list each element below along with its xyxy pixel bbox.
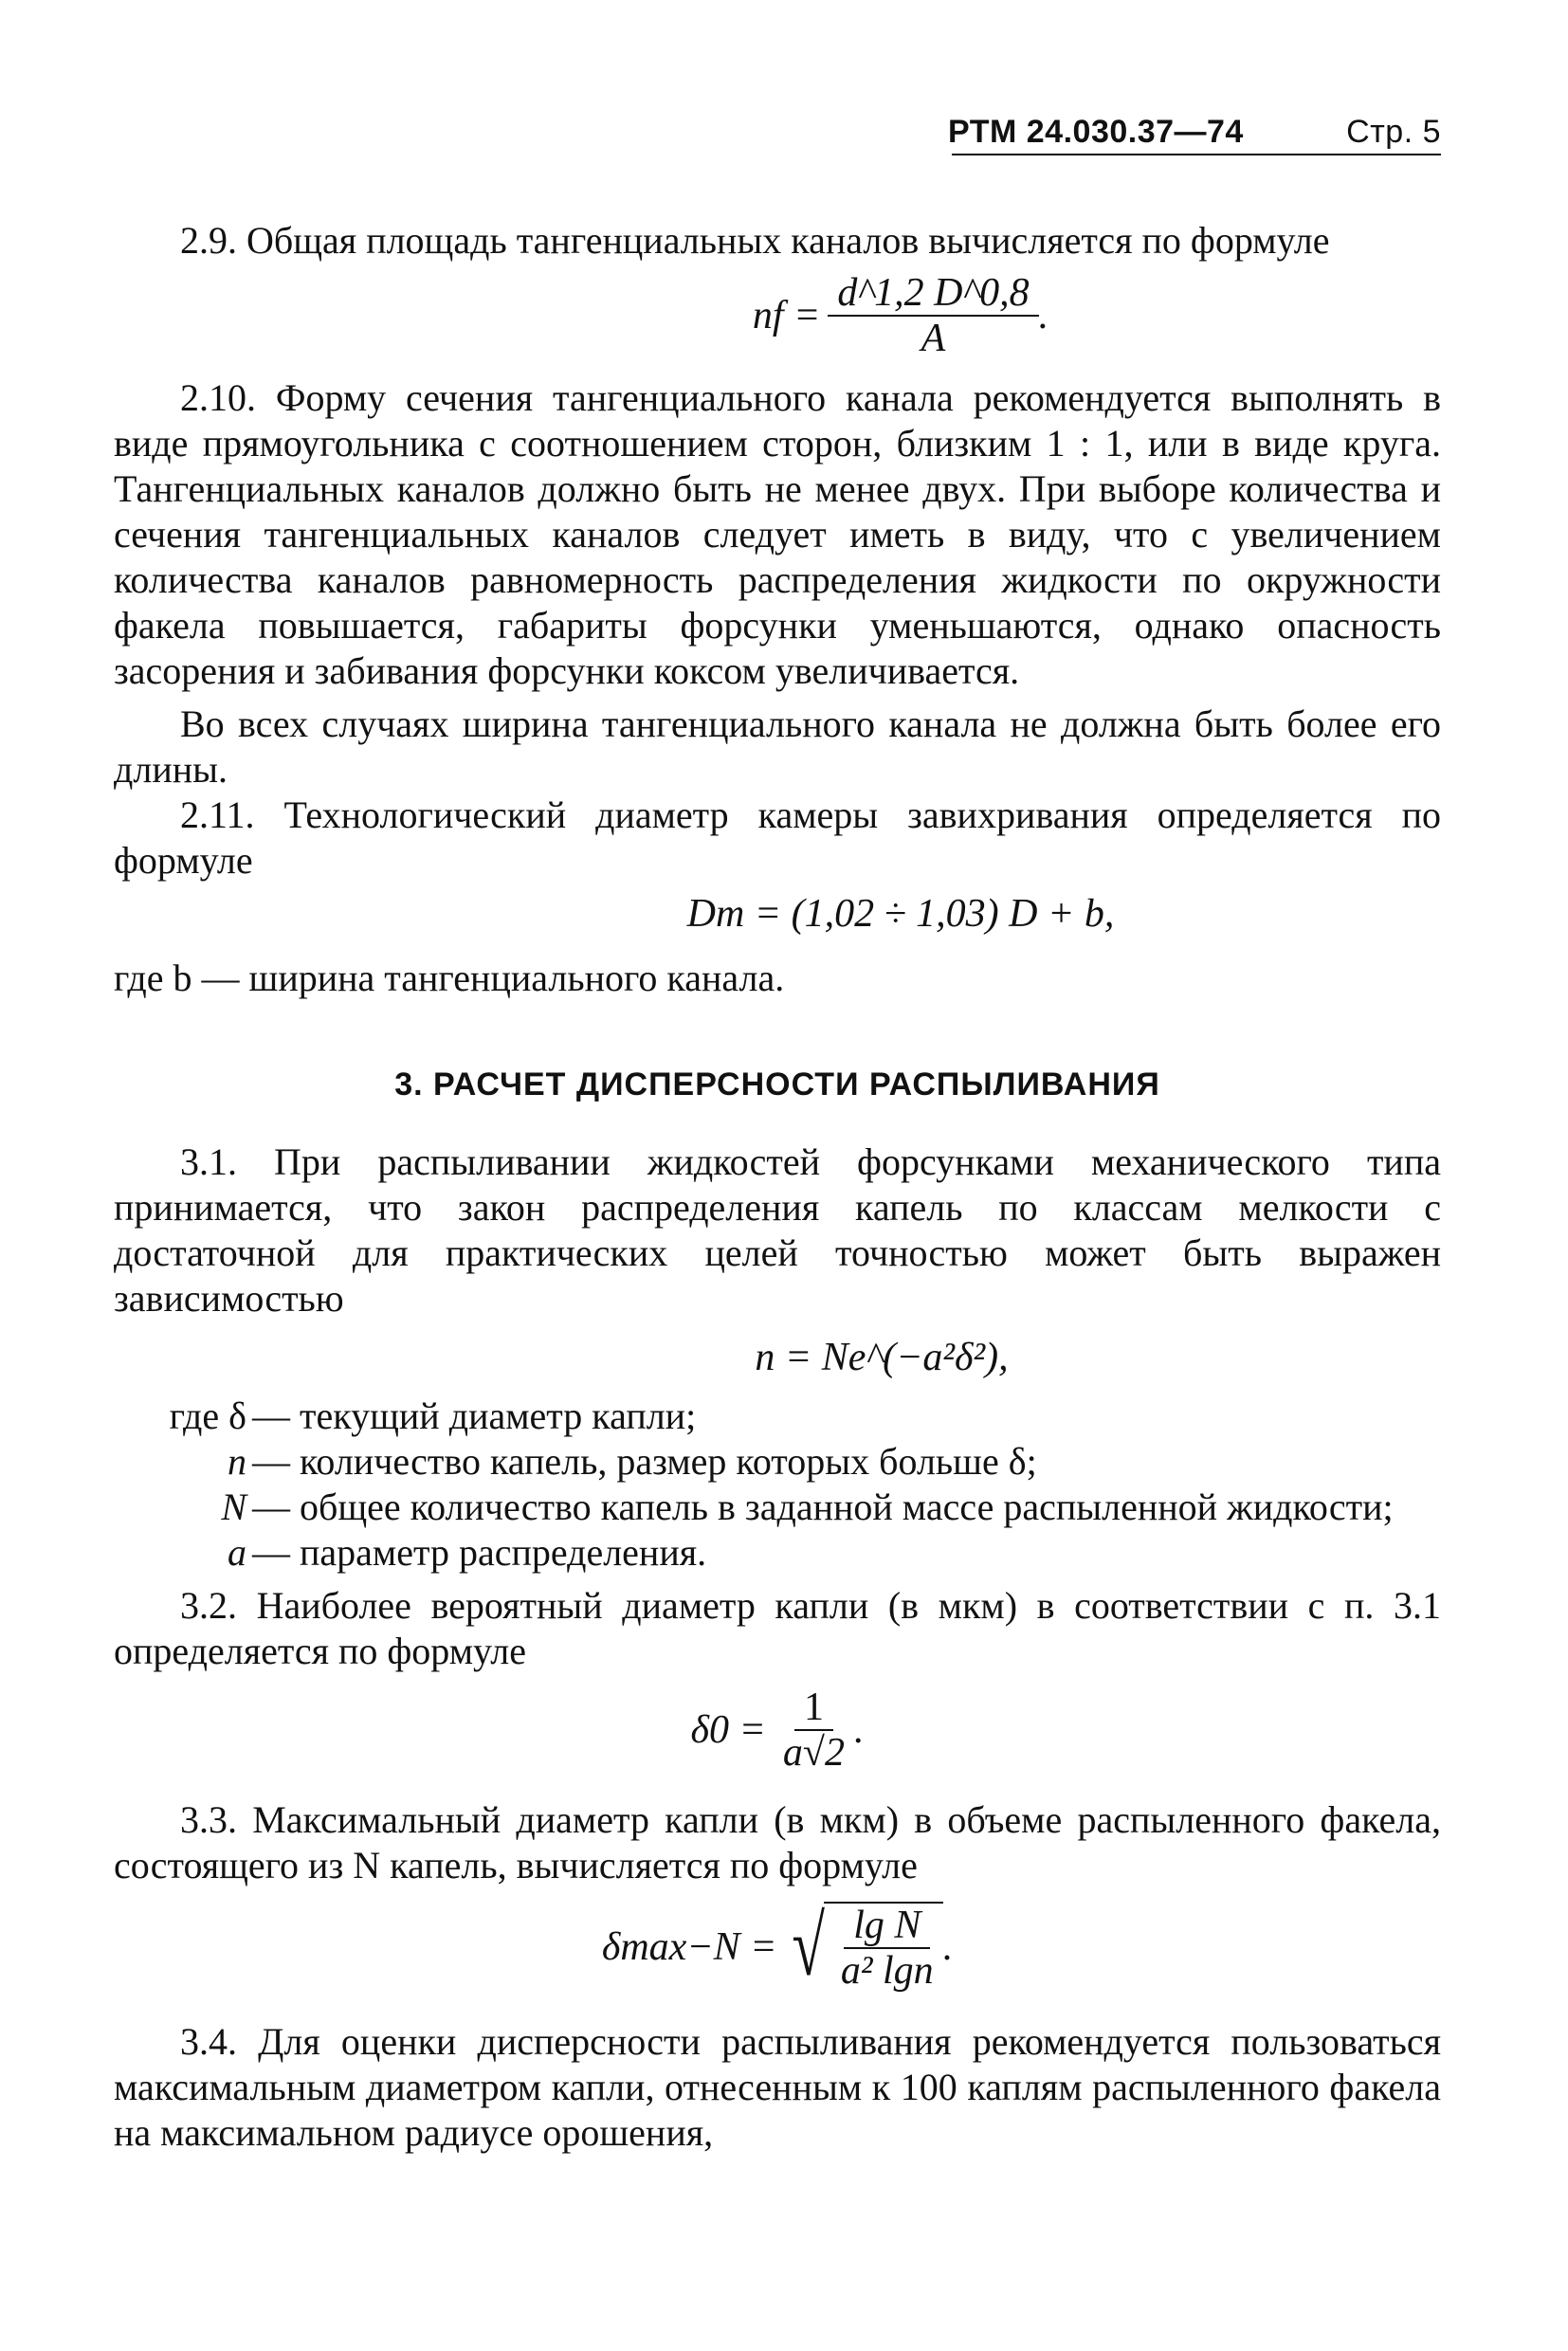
formula-denominator: A <box>921 317 946 360</box>
header-rule <box>952 154 1441 155</box>
definition-row <box>114 1394 1441 1439</box>
formula-fraction <box>831 1904 943 1993</box>
paragraph-2-10-note: Во всех случаях ширина тангенциального канала не должна быть более его длины. <box>114 702 1441 791</box>
definition-row <box>114 1439 1441 1485</box>
formula-numerator: lg N <box>844 1904 930 1949</box>
document-code: РТМ 24.030.37—74 <box>948 114 1244 150</box>
paragraph-3-4: 3.4. Для оценки дисперсности распыливания рекомендуется пользоваться максимальным диаметром капли, отнесенным к 100 каплям распыленного факела на максимальном радиусе орошения, <box>114 2020 1441 2154</box>
formula-lhs: δ0 = <box>690 1708 766 1752</box>
formula-end: . <box>853 1708 865 1752</box>
formula-fraction <box>828 271 1038 360</box>
formula-fraction <box>774 1686 854 1775</box>
page-header <box>948 114 1441 151</box>
page-body <box>114 218 1441 2156</box>
formula-denominator: a√2 <box>782 1731 845 1775</box>
formula-lhs: nf = <box>752 294 821 337</box>
formula-lhs: δmax−N = <box>601 1925 777 1969</box>
formula-text: n = Ne^(−a²δ²), <box>755 1336 1009 1379</box>
paragraph-2-11: 2.11. Технологический диаметр камеры завихривания определяется по формуле <box>114 793 1441 882</box>
formula-max-diameter <box>114 1902 1441 1993</box>
formula-text: Dт = (1,02 ÷ 1,03) D + b, <box>686 892 1115 936</box>
formula-denominator: a² lgn <box>840 1949 934 1993</box>
definition-text: — количество капель, размер которых больше δ; <box>252 1440 1037 1483</box>
formula-swirl-diameter <box>360 891 1441 937</box>
radicand <box>824 1902 943 1993</box>
formula-channel-area <box>360 271 1441 360</box>
paragraph-3-1: 3.1. При распыливании жидкостей форсунками механического типа принимается, что закон распределения капель по классам мелкости с достаточной для практических целей точностью может быть выражен зависимостью <box>114 1140 1441 1320</box>
paragraph-3-3: 3.3. Максимальный диаметр капли (в мкм) в объеме распыленного факела, состоящего из N капель, вычисляется по формуле <box>114 1798 1441 1886</box>
formula-distribution <box>322 1335 1441 1380</box>
square-root <box>785 1902 943 1993</box>
definition-term: N <box>221 1485 246 1528</box>
formula-most-probable-diameter <box>114 1686 1441 1775</box>
paragraph-2-9: 2.9. Общая площадь тангенциальных каналов вычисляется по формуле <box>180 219 1330 262</box>
paragraph-2-10: 2.10. Форму сечения тангенциального канала рекомендуется выполнять в виде прямоугольника с соотношением сторон, близким 1 : 1, или в виде круга. Тангенциальных каналов должно быть не менее двух. При выборе количества и сечения тангенциальных каналов следует иметь в виду, что с увеличением количества каналов равномерность распределения жидкости по окружности факела повышается, габариты форсунки уменьшаются, однако опасность засорения и забивания форсунки коксом увеличивается. <box>114 376 1441 692</box>
formula-end: . <box>942 1925 954 1969</box>
formula-numerator: 1 <box>794 1686 833 1731</box>
definitions-list <box>114 1394 1441 1576</box>
formula-end: . <box>1038 294 1049 337</box>
page-number: Стр. 5 <box>1346 114 1441 150</box>
section-title: 3. РАСЧЕТ ДИСПЕРСНОСТИ РАСПЫЛИВАНИЯ <box>394 1066 1160 1103</box>
definition-term: a <box>228 1531 246 1574</box>
paragraph-3-2: 3.2. Наиболее вероятный диаметр капли (в мкм) в соответствии с п. 3.1 определяется по формуле <box>114 1584 1441 1672</box>
radical-sign: √ <box>791 1900 825 1994</box>
definition-text: — текущий диаметр капли; <box>252 1394 697 1437</box>
definition-row <box>114 1530 1441 1576</box>
formula-numerator: d^1,2 D^0,8 <box>828 271 1038 317</box>
paragraph-2-11-where: где b — ширина тангенциального канала. <box>114 957 785 999</box>
definition-term: n <box>228 1440 246 1483</box>
definition-text: — параметр распределения. <box>252 1531 707 1574</box>
definition-term: где δ <box>169 1394 246 1437</box>
definition-row <box>114 1485 1441 1530</box>
definition-text: — общее количество капель в заданной массе распыленной жидкости; <box>252 1485 1394 1528</box>
